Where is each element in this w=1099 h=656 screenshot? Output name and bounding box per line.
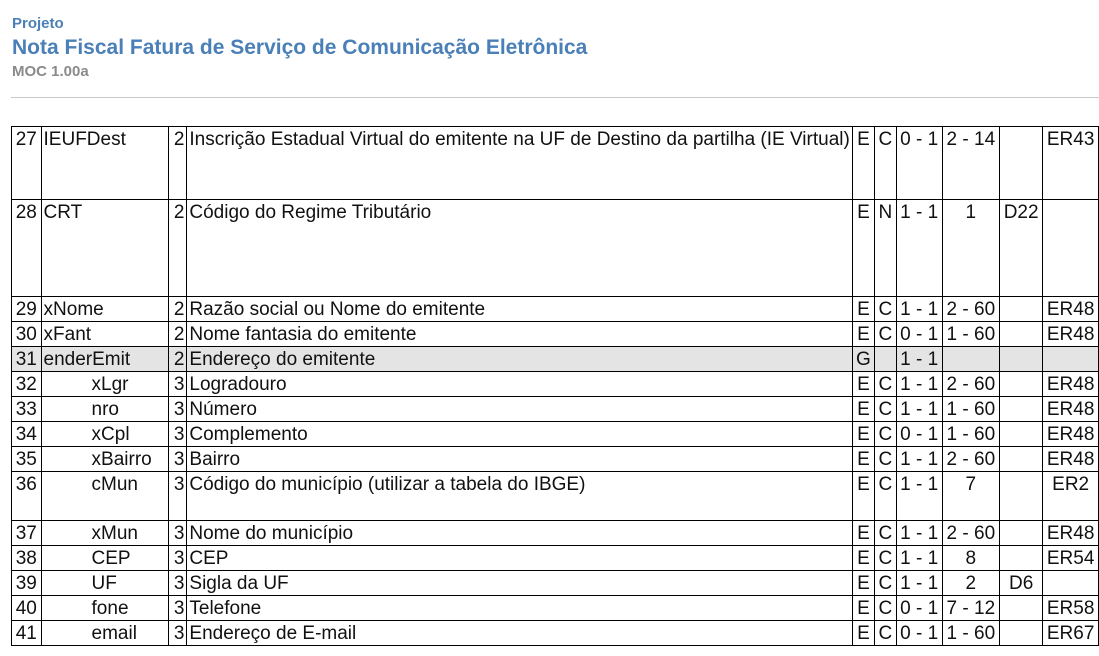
table-row: [12, 447, 1099, 472]
decimals: [999, 621, 1042, 646]
field-size: 2 - 60: [942, 521, 999, 546]
data-type: C: [875, 621, 897, 646]
field-description: Número: [187, 397, 852, 422]
decimals: [999, 422, 1042, 447]
table-row: [12, 521, 1099, 546]
field-level: 3: [168, 521, 187, 546]
element-type: E: [852, 127, 874, 200]
table-row: [12, 397, 1099, 422]
field-description: Bairro: [187, 447, 852, 472]
data-type: C: [875, 372, 897, 397]
field-name: xMun: [41, 521, 168, 546]
table-row: [12, 571, 1099, 596]
table-row: [12, 322, 1099, 347]
occurrence: 1 - 1: [896, 372, 942, 397]
project-label: Projeto: [12, 15, 64, 32]
field-level: 2: [168, 322, 187, 347]
field-level: 2: [168, 347, 187, 372]
row-number: 36: [12, 472, 42, 521]
field-description: CEP: [187, 546, 852, 571]
element-type: E: [852, 297, 874, 322]
element-type: E: [852, 621, 874, 646]
table-row: [12, 127, 1099, 200]
observation: ER48: [1043, 297, 1099, 322]
field-level: 2: [168, 200, 187, 297]
document-title: Nota Fiscal Fatura de Serviço de Comunicação Eletrônica: [12, 36, 588, 59]
element-type: E: [852, 397, 874, 422]
field-description: Código do Regime Tributário: [187, 200, 852, 297]
field-name: cMun: [41, 472, 168, 521]
data-type: C: [875, 447, 897, 472]
occurrence: 1 - 1: [896, 200, 942, 297]
element-type: E: [852, 200, 874, 297]
field-name: xNome: [41, 297, 168, 322]
field-size: 2 - 60: [942, 447, 999, 472]
field-spec-table: [11, 126, 1099, 646]
observation: ER48: [1043, 447, 1099, 472]
field-name: CEP: [41, 546, 168, 571]
occurrence: 1 - 1: [896, 546, 942, 571]
field-size: 2: [942, 571, 999, 596]
field-description: Telefone: [187, 596, 852, 621]
data-type: C: [875, 397, 897, 422]
table-row: [12, 297, 1099, 322]
decimals: [999, 127, 1042, 200]
observation: ER54: [1043, 546, 1099, 571]
table-row: [12, 472, 1099, 521]
data-type: N: [875, 200, 897, 297]
field-size: 1: [942, 200, 999, 297]
element-type: E: [852, 571, 874, 596]
element-type: E: [852, 472, 874, 521]
field-name: fone: [41, 596, 168, 621]
table-row: [12, 422, 1099, 447]
row-number: 34: [12, 422, 42, 447]
observation: ER43: [1043, 127, 1099, 200]
element-type: E: [852, 372, 874, 397]
row-number: 37: [12, 521, 42, 546]
field-size: 1 - 60: [942, 422, 999, 447]
decimals: [999, 472, 1042, 521]
field-level: 2: [168, 297, 187, 322]
field-name: xFant: [41, 322, 168, 347]
data-type: [875, 347, 897, 372]
decimals: [999, 397, 1042, 422]
row-number: 31: [12, 347, 42, 372]
element-type: E: [852, 322, 874, 347]
field-level: 3: [168, 546, 187, 571]
observation: ER2: [1043, 472, 1099, 521]
field-size: 1 - 60: [942, 397, 999, 422]
observation: ER48: [1043, 422, 1099, 447]
decimals: [999, 521, 1042, 546]
decimals: [999, 447, 1042, 472]
table-row: [12, 200, 1099, 297]
field-level: 2: [168, 127, 187, 200]
field-size: 7 - 12: [942, 596, 999, 621]
occurrence: 1 - 1: [896, 347, 942, 372]
field-level: 3: [168, 472, 187, 521]
field-description: Logradouro: [187, 372, 852, 397]
decimals: [999, 297, 1042, 322]
element-type: G: [852, 347, 874, 372]
document-header: [12, 14, 587, 82]
field-name: IEUFDest: [41, 127, 168, 200]
field-description: Nome fantasia do emitente: [187, 322, 852, 347]
field-size: [942, 347, 999, 372]
row-number: 33: [12, 397, 42, 422]
data-type: C: [875, 322, 897, 347]
field-level: 3: [168, 422, 187, 447]
field-size: 1 - 60: [942, 621, 999, 646]
observation: ER48: [1043, 397, 1099, 422]
field-name: UF: [41, 571, 168, 596]
occurrence: 1 - 1: [896, 571, 942, 596]
decimals: [999, 322, 1042, 347]
observation: [1043, 200, 1099, 297]
field-name: CRT: [41, 200, 168, 297]
table-row: [12, 372, 1099, 397]
element-type: E: [852, 447, 874, 472]
row-number: 28: [12, 200, 42, 297]
field-description: Nome do município: [187, 521, 852, 546]
occurrence: 1 - 1: [896, 447, 942, 472]
field-size: 2 - 60: [942, 372, 999, 397]
observation: [1043, 571, 1099, 596]
field-level: 3: [168, 397, 187, 422]
occurrence: 0 - 1: [896, 422, 942, 447]
field-size: 8: [942, 546, 999, 571]
table-row: [12, 621, 1099, 646]
field-name: email: [41, 621, 168, 646]
decimals: D22: [999, 200, 1042, 297]
field-name: nro: [41, 397, 168, 422]
field-name: xLgr: [41, 372, 168, 397]
occurrence: 1 - 1: [896, 397, 942, 422]
decimals: [999, 596, 1042, 621]
field-size: 2 - 14: [942, 127, 999, 200]
data-type: C: [875, 546, 897, 571]
decimals: [999, 372, 1042, 397]
observation: ER48: [1043, 521, 1099, 546]
row-number: 41: [12, 621, 42, 646]
occurrence: 0 - 1: [896, 596, 942, 621]
row-number: 27: [12, 127, 42, 200]
data-type: C: [875, 422, 897, 447]
observation: [1043, 347, 1099, 372]
occurrence: 1 - 1: [896, 521, 942, 546]
field-description: Endereço do emitente: [187, 347, 852, 372]
data-type: C: [875, 297, 897, 322]
occurrence: 1 - 1: [896, 472, 942, 521]
field-description: Inscrição Estadual Virtual do emitente na UF de Destino da partilha (IE Virtual): [187, 127, 852, 200]
occurrence: 1 - 1: [896, 297, 942, 322]
document-version: MOC 1.00a: [12, 63, 89, 80]
row-number: 39: [12, 571, 42, 596]
row-number: 40: [12, 596, 42, 621]
observation: ER48: [1043, 372, 1099, 397]
field-name: xBairro: [41, 447, 168, 472]
element-type: E: [852, 521, 874, 546]
row-number: 32: [12, 372, 42, 397]
field-name: xCpl: [41, 422, 168, 447]
field-level: 3: [168, 372, 187, 397]
field-level: 3: [168, 571, 187, 596]
field-level: 3: [168, 447, 187, 472]
decimals: [999, 546, 1042, 571]
table-row: [12, 546, 1099, 571]
data-type: C: [875, 472, 897, 521]
occurrence: 0 - 1: [896, 621, 942, 646]
row-number: 29: [12, 297, 42, 322]
field-size: 7: [942, 472, 999, 521]
data-type: C: [875, 596, 897, 621]
observation: ER48: [1043, 322, 1099, 347]
field-description: Sigla da UF: [187, 571, 852, 596]
row-number: 38: [12, 546, 42, 571]
table-row: [12, 596, 1099, 621]
field-level: 3: [168, 621, 187, 646]
table-row: [12, 347, 1099, 372]
decimals: [999, 347, 1042, 372]
element-type: E: [852, 422, 874, 447]
occurrence: 0 - 1: [896, 322, 942, 347]
field-name: enderEmit: [41, 347, 168, 372]
element-type: E: [852, 546, 874, 571]
observation: ER67: [1043, 621, 1099, 646]
element-type: E: [852, 596, 874, 621]
data-type: C: [875, 571, 897, 596]
observation: ER58: [1043, 596, 1099, 621]
data-type: C: [875, 521, 897, 546]
decimals: D6: [999, 571, 1042, 596]
row-number: 35: [12, 447, 42, 472]
field-size: 2 - 60: [942, 297, 999, 322]
field-description: Razão social ou Nome do emitente: [187, 297, 852, 322]
field-level: 3: [168, 596, 187, 621]
field-size: 1 - 60: [942, 322, 999, 347]
header-divider: [11, 97, 1099, 98]
field-description: Código do município (utilizar a tabela do IBGE): [187, 472, 852, 521]
occurrence: 0 - 1: [896, 127, 942, 200]
field-description: Complemento: [187, 422, 852, 447]
data-type: C: [875, 127, 897, 200]
field-description: Endereço de E-mail: [187, 621, 852, 646]
row-number: 30: [12, 322, 42, 347]
